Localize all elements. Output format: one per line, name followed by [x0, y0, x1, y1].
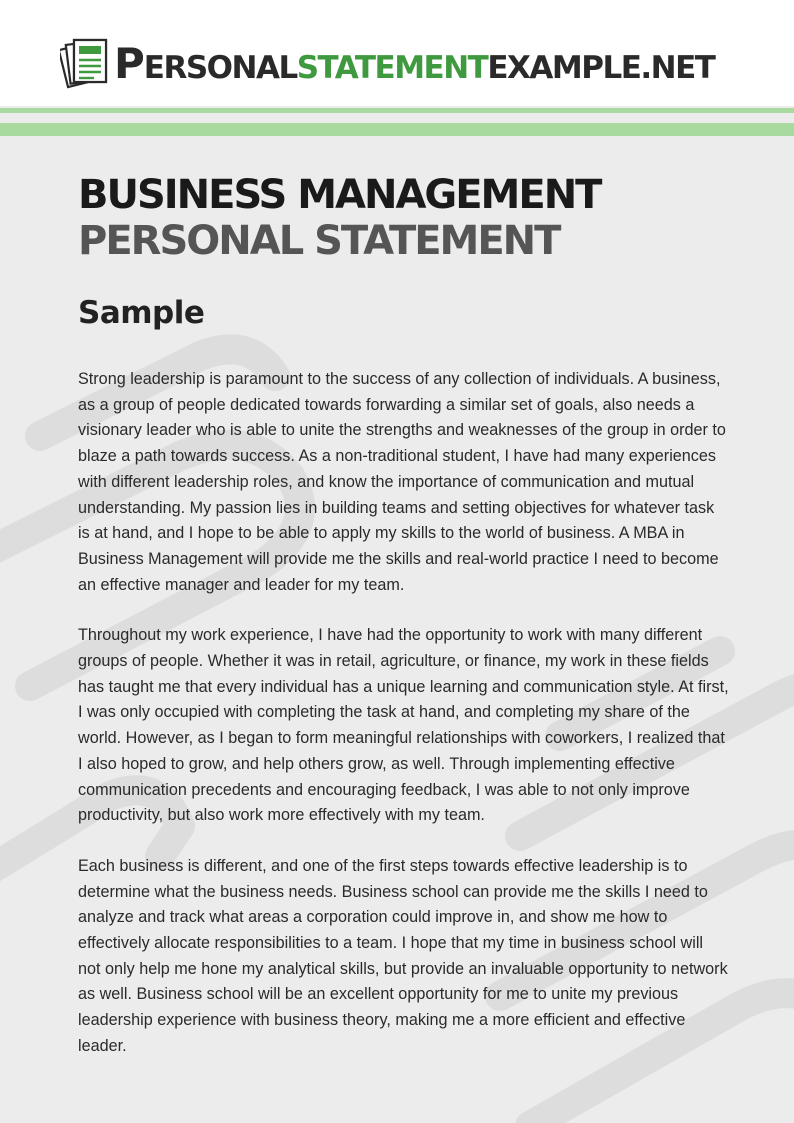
site-header	[0, 0, 794, 106]
paragraph-2: Throughout my work experience, I have had the opportunity to work with many different groups of people. Whether it was in retail, agriculture, or finance, my work in these fields has taught me that every individual has a unique learning and communication style. At first, I was only occupied with completing the task at hand, and completing my share of the world. However, as I began to form meaningful relationships with coworkers, I realized that I also hoped to grow, and help others grow, as well. Through implementing effective communication precedents and encouraging feedback, I was able to not only improve productivity, but also work more effectively with my team.	[78, 626, 729, 825]
statement-body	[78, 367, 730, 1085]
logo-part-1: P	[114, 39, 144, 88]
logo-part-4: EXAMPLE.NET	[487, 50, 715, 86]
logo-part-3: STATEMENT	[296, 50, 488, 86]
title-line-1: BUSINESS MANAGEMENT	[78, 172, 601, 218]
logo-part-2: ERSONAL	[143, 50, 297, 86]
paragraph-1: Strong leadership is paramount to the success of any collection of individuals. A business, as a group of people dedicated towards forwarding a similar set of goals, also needs a visionary leader who is able to unite the strengths and weaknesses of the group in order to blaze a path towards success. As a non-traditional student, I have had many experiences with different leadership roles, and know the importance of communication and mutual understanding. My passion lies in building teams and setting objectives for whatever task is at hand, and I hope to be able to apply my skills to the world of business. A MBA in Business Management will provide me the skills and real-world practice I need to become an effective manager and leader for my team.	[78, 370, 726, 594]
paragraph-3: Each business is different, and one of the first steps towards effective leadership is to determine what the business needs. Business school can provide me the skills I need to analyze and track what areas a corporation could improve in, and show me how to effectively allocate responsibilities to a team. I hope that my time in business school will not only help me hone my analytical skills, but provide an invaluable opportunity to network as well. Business school will be an excellent opportunity for me to unite my previous leadership experience with business theory, making me a more efficient and effective leader.	[78, 856, 728, 1055]
header-divider-thin	[0, 108, 794, 113]
site-logo[interactable]	[114, 39, 715, 88]
document-title	[78, 172, 600, 264]
document-stack-icon	[60, 36, 116, 90]
section-subtitle: Sample	[78, 295, 205, 331]
header-divider-thick	[0, 123, 794, 136]
title-line-2: PERSONAL STATEMENT	[78, 218, 560, 264]
